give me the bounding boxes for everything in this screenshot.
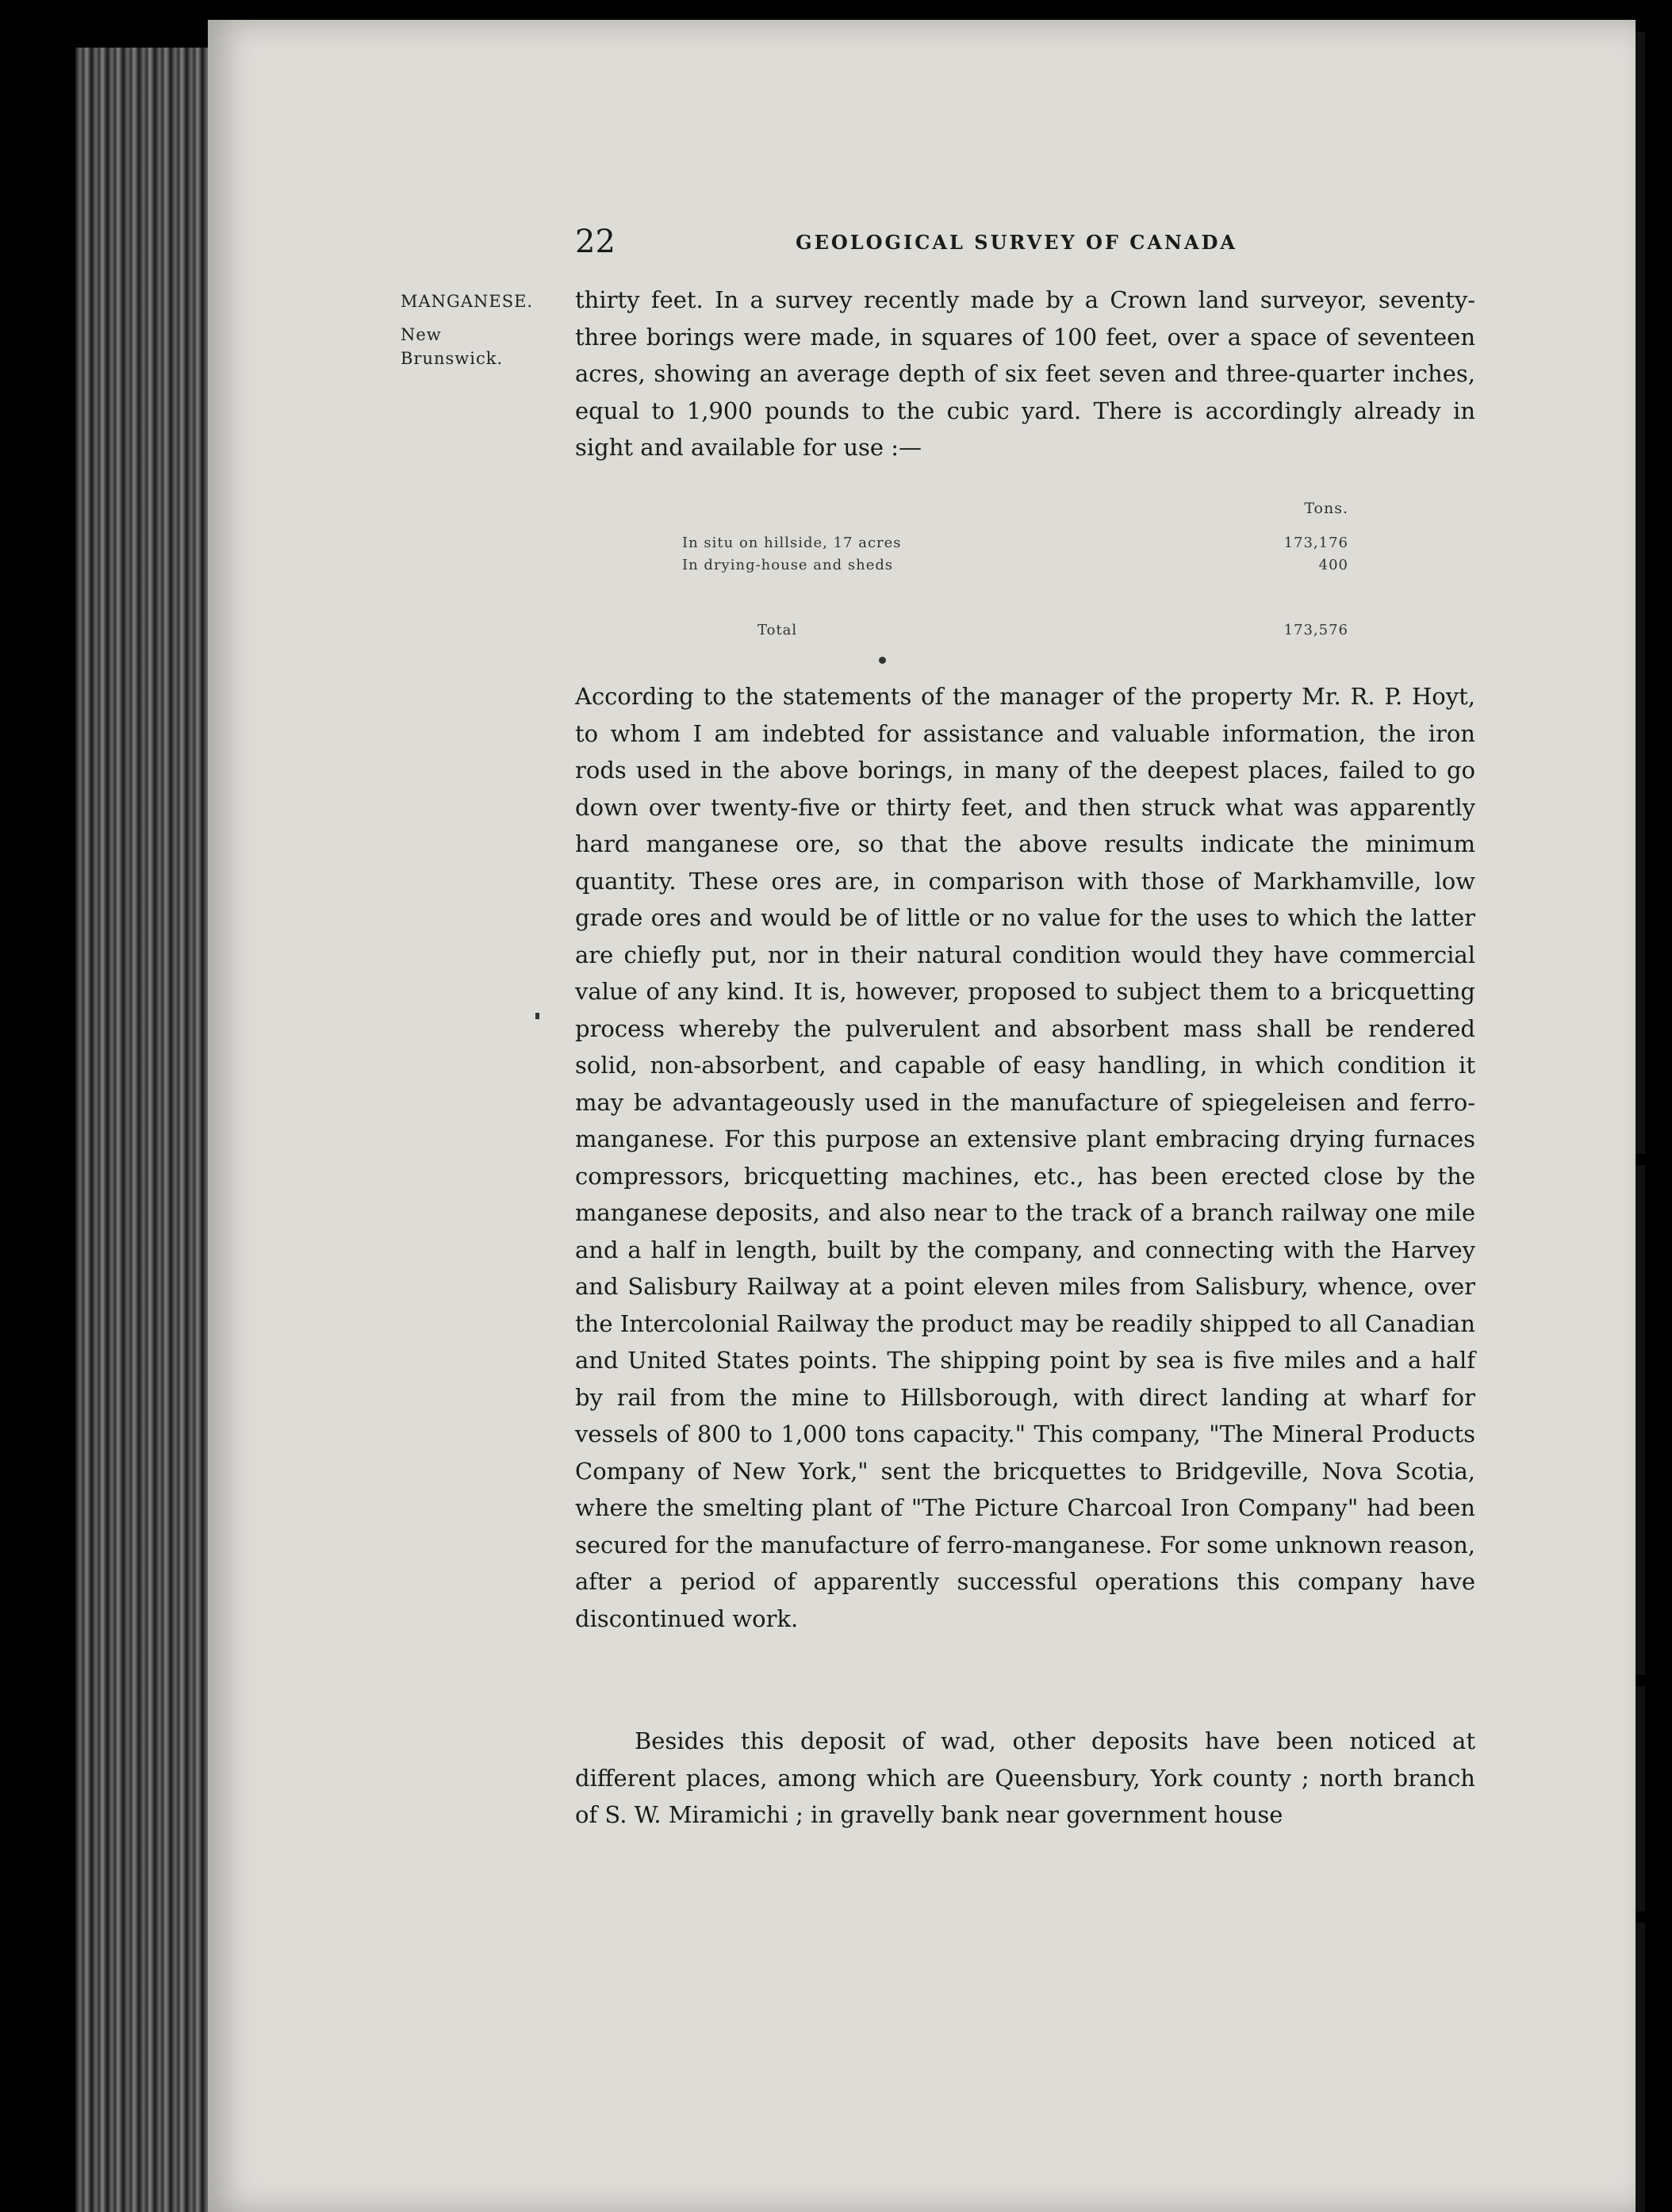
paragraph-text: thirty feet. In a survey recently made by a Crown land surveyor, seventy-three borings were made, in squares of 100 feet, over a space of seventeen acres, showing an average depth of six feet seven and three-quarter inches, equal to 1,900 pounds to the cubic yard. There is accordingly already in sight and available for use :— (575, 286, 1475, 461)
margin-mark (535, 1013, 539, 1019)
margin-note-line: Brunswick. (401, 349, 504, 368)
row-label: In drying-house and sheds (682, 557, 894, 573)
body-paragraph (575, 282, 1475, 466)
total-value: 173,576 (1283, 622, 1348, 638)
edge-mark (1636, 1911, 1647, 1923)
bullet-mark (879, 657, 886, 664)
page-header (575, 222, 1237, 262)
body-paragraph (575, 1723, 1475, 1834)
table-row (682, 535, 1356, 557)
total-label: Total (757, 622, 798, 638)
margin-note-line: MANGANESE. (401, 292, 534, 311)
book-binding-edge (75, 48, 210, 2212)
row-value: 173,176 (1283, 535, 1348, 551)
row-value: 400 (1318, 557, 1348, 573)
row-label: In situ on hillside, 17 acres (682, 535, 902, 551)
table-row (682, 557, 1356, 579)
edge-mark (1636, 1154, 1647, 1165)
body-paragraph (575, 678, 1475, 1637)
right-page-edge (1636, 32, 1645, 2212)
paragraph-text: According to the statements of the manager of the property Mr. R. P. Hoyt, to whom I am indebted for assistance and valuable information, the iron rods used in the above borings, in many of the deepest places, failed to go down over twenty-five or thirty feet, and then struck what was apparently hard manganese ore, so that the above results indicate the minimum quantity. These ores are, in comparison with those of Markhamville, low grade ores and would be of little or no value for the uses to which the latter are chiefly put, nor in their natural condition would they have commercial value of any kind. It is, however, proposed to subject them to a bricquetting process whereby the pulverulent and absorbent mass shall be rendered solid, non-absorbent, and capable of easy handling, in which condition it may be advantageously used in the manufacture of spiegeleisen and ferro-manganese. For this purpose an extensive plant embracing drying furnaces compressors, bricquetting machines, etc., has been erected close by the manganese deposits, and also near to the track of a branch railway one mile and a half in length, built by the company, and connecting with the Harvey and Salisbury Railway at a point eleven miles from Salisbury, whence, over the Intercolonial Railway the product may be readily shipped to all Canadian and United States points. The shipping point by sea is five miles and a half by rail from the mine to Hillsborough, with direct landing at wharf for vessels of 800 to 1,000 tons capacity." This company, "The Mineral Products Company of New York," sent the bricquettes to Bridgeville, Nova Scotia, where the smelting plant of "The Picture Charcoal Iron Company" had been secured for the manufacture of ferro-manganese. For some unknown reason, after a period of apparently successful operations this company have discontinued work. (575, 683, 1475, 1632)
page-number: 22 (575, 224, 615, 260)
table-total-row (682, 622, 1356, 644)
paragraph-text: Besides this deposit of wad, other deposits have been noticed at different places, among which are Queensbury, York county ; north branch of S. W. Miramichi ; in gravelly bank near government house (575, 1727, 1475, 1828)
margin-note-line: New (401, 325, 442, 344)
running-title: GEOLOGICAL SURVEY OF CANADA (796, 231, 1237, 254)
margin-note (401, 289, 559, 370)
edge-mark (1636, 1675, 1647, 1686)
table-unit-header: Tons. (1304, 500, 1348, 517)
